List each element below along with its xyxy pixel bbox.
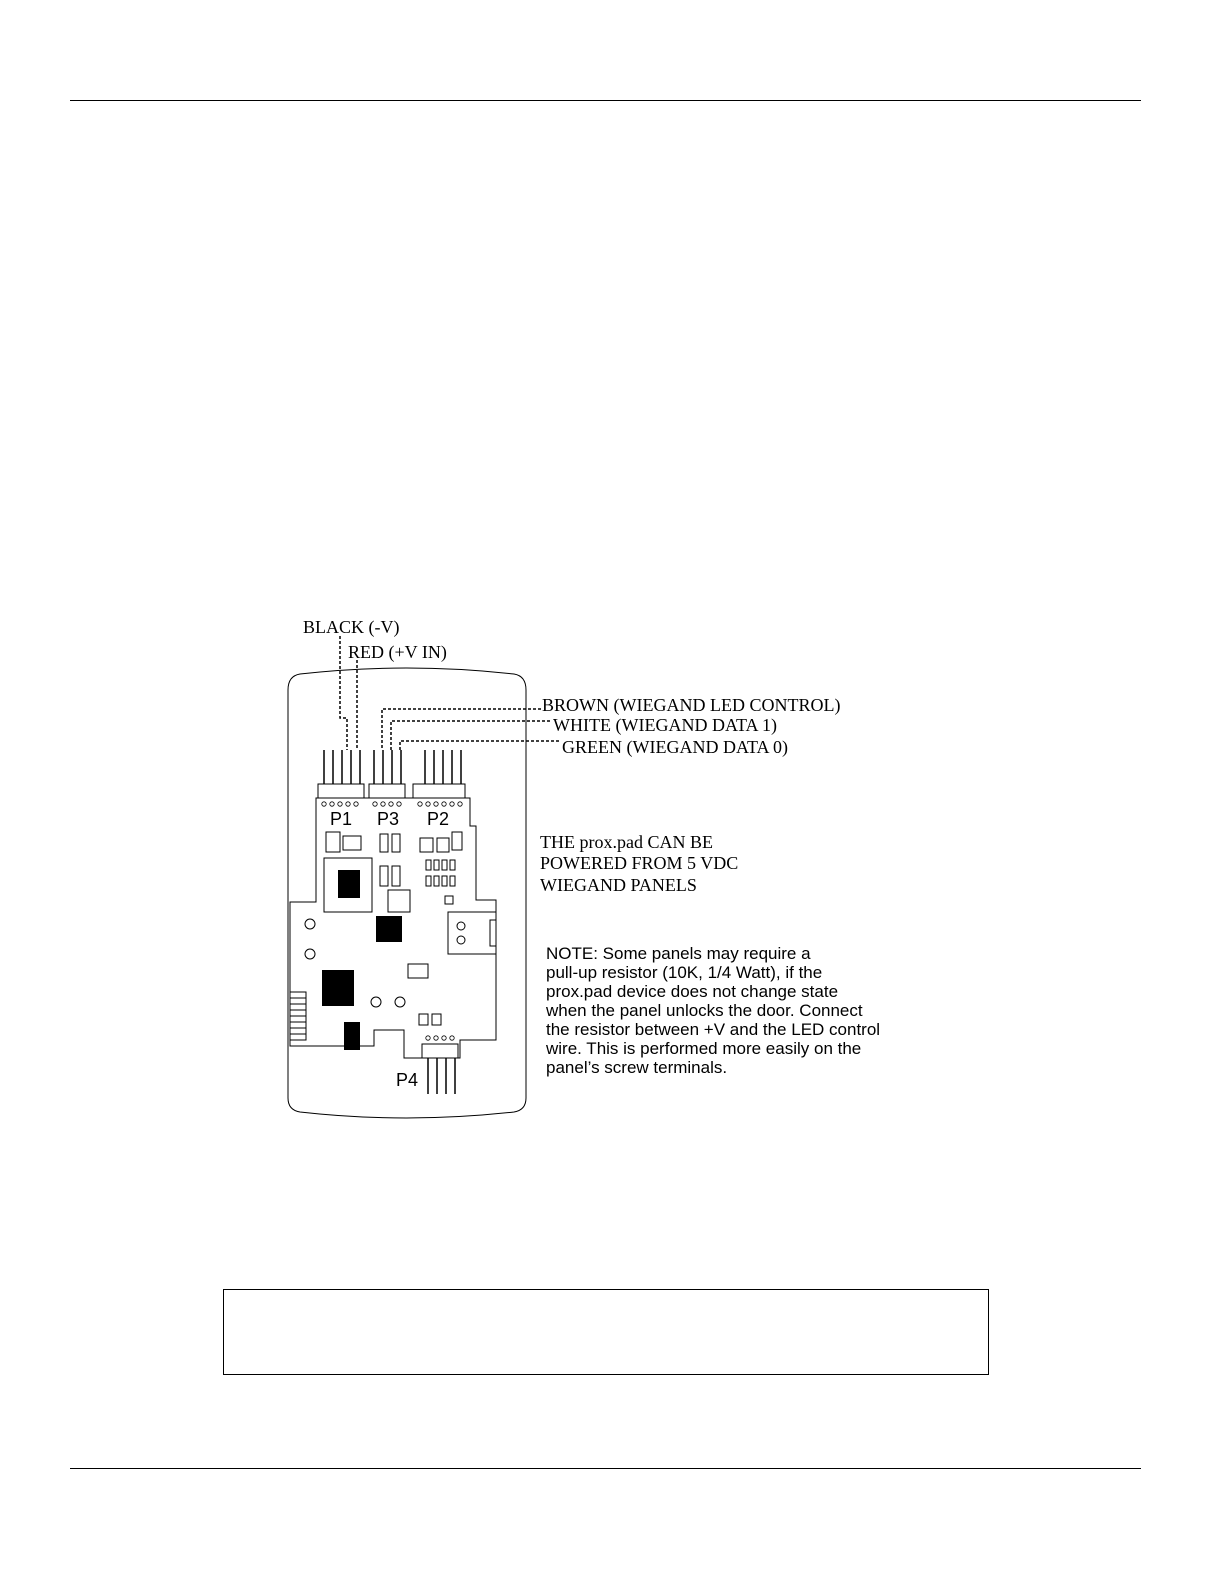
label-p3: P3 [377, 809, 400, 829]
label-brown-wire: BROWN (WIEGAND LED CONTROL) [542, 695, 841, 715]
empty-note-box [223, 1289, 989, 1375]
resistor-note-line: NOTE: Some panels may require a [546, 944, 811, 963]
resistor-note-line: wire. This is performed more easily on the [546, 1039, 862, 1058]
power-note-line: THE prox.pad CAN BE [540, 832, 713, 852]
resistor-note-line: when the panel unlocks the door. Connect [546, 1001, 863, 1020]
brown-wire [382, 709, 541, 750]
green-wire [400, 741, 559, 750]
connector-p4 [422, 1036, 458, 1094]
footer-rule [70, 1468, 1141, 1469]
connector-p1 [318, 750, 364, 806]
resistor-note-line: pull-up resistor (10K, 1/4 Watt), if the [546, 963, 823, 982]
label-black-wire: BLACK (-V) [303, 617, 400, 637]
resistor-note-line: prox.pad device does not change state [546, 982, 839, 1001]
resistor-note [545, 944, 880, 1077]
label-p4: P4 [396, 1070, 419, 1090]
black-wire [340, 636, 347, 750]
resistor-note-line: panel’s screw terminals. [546, 1058, 728, 1077]
power-note-line: WIEGAND PANELS [540, 875, 697, 895]
connector-p3 [369, 750, 405, 806]
label-p2: P2 [427, 809, 450, 829]
label-white-wire: WHITE (WIEGAND DATA 1) [553, 715, 777, 735]
label-red-wire: RED (+V IN) [348, 642, 447, 662]
resistor-note-line: the resistor between +V and the LED control [546, 1020, 881, 1039]
board-chips [322, 870, 402, 1050]
power-note [540, 832, 738, 895]
connector-p2 [413, 750, 465, 806]
power-note-line: POWERED FROM 5 VDC [540, 853, 739, 873]
label-green-wire: GREEN (WIEGAND DATA 0) [562, 737, 789, 757]
label-p1: P1 [330, 809, 353, 829]
